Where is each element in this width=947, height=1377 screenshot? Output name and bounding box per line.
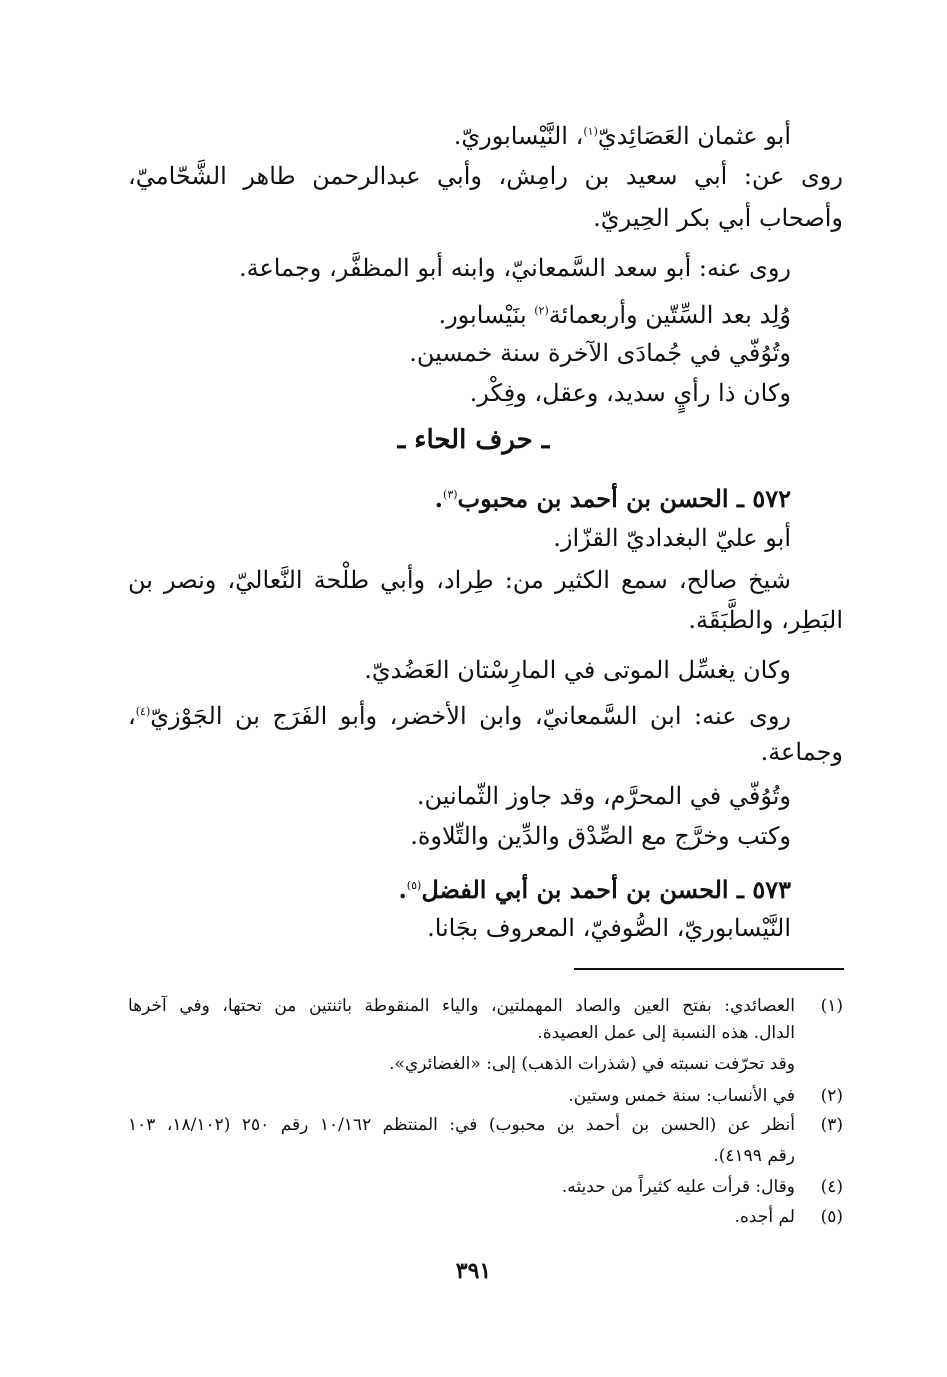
footnote-1-cont: الدال. هذه النسبة إلى عمل العصيدة. (537, 1023, 795, 1043)
text-line: أبو عثمان العَصَائِديّ$^{(١)}$، النَّيْسابوريّ. (453, 122, 791, 150)
text-line: وتُوُفّي في جُمادَى الآخرة سنة خمسين. (409, 339, 791, 367)
footnote-2: (٢)في الأنساب: سنة خمس وستين. (568, 1086, 843, 1106)
footnote-3: (٣)أنظر عن (الحسن بن أحمد بن محبوب) في: المنتظم ١٠/١٦٢ رقم ٢٥٠ (١٨/١٠٢، ١٠٣ (128, 1115, 844, 1135)
footnote-5: (٥)لم أجده. (734, 1207, 843, 1227)
text-line: شيخ صالح، سمع الكثير من: طِراد، وأبي طلْحة النَّعاليّ، ونصر بن (128, 566, 791, 594)
text-line: روى عنه: ابن السَّمعانيّ، وابن الأخضر، وأبو الفَرَج بن الجَوْزيّ$^{(٤)}$، (128, 702, 791, 730)
text-line: وكتب وخرَّج مع الصِّدْق والدِّين والتِّلاوة. (410, 822, 791, 850)
text-line: وأصحاب أبي بكر الحِيريّ. (593, 204, 843, 232)
section-heading: ـ حرف الحاء ـ (397, 425, 550, 455)
entry-title-573: ٥٧٣ ـ الحسن بن أحمد بن أبي الفضل$^{(٥)}$. (398, 875, 791, 904)
text-line: وتُوُفّي في المحرَّم، وقد جاوز الثّمانين. (416, 782, 791, 810)
footnote-4: (٤)وقال: قرأت عليه كثيراً من حديثه. (561, 1177, 843, 1197)
text-line: وجماعة. (760, 738, 843, 766)
text-line: روى عن: أبي سعيد بن رامِش، وأبي عبدالرحمن طاهر الشَّحّاميّ، (128, 162, 843, 190)
page-number: ٣٩١ (455, 1258, 492, 1284)
text-line: روى عنه: أبو سعد السَّمعانيّ، وابنه أبو المظفَّر، وجماعة. (238, 254, 791, 282)
text-line: وكان يغسِّل الموتى في المارِسْتان العَضُديّ. (364, 656, 791, 684)
text-line: البَطِر، والطَّبَقَة. (688, 606, 843, 634)
footnote-separator (574, 968, 844, 970)
text-line: وكان ذا رأيٍ سديد، وعقل، وفِكْر. (469, 379, 791, 407)
footnote-1: (١)العصائدي: بفتح العين والصاد المهملتين، والياء المنقوطة باثنتين من تحتها، وفي آخرها (128, 996, 843, 1016)
text-line: النَّيْسابوريّ، الصُّوفيّ، المعروف بجَانا. (427, 914, 791, 942)
footnote-3-cont: رقم ٤١٩٩). (713, 1146, 795, 1166)
footnote-1-cont: وقد تحرّفت نسبته في (شذرات الذهب) إلى: «الغضائري». (389, 1054, 795, 1074)
text-line: وُلِد بعد السِّتّين وأربعمائة$^{(٢)}$ بنَيْسابور. (438, 301, 791, 329)
text-line: أبو عليّ البغداديّ القزّاز. (553, 524, 791, 552)
entry-title-572: ٥٧٢ ـ الحسن بن أحمد بن محبوب$^{(٣)}$. (434, 484, 791, 513)
